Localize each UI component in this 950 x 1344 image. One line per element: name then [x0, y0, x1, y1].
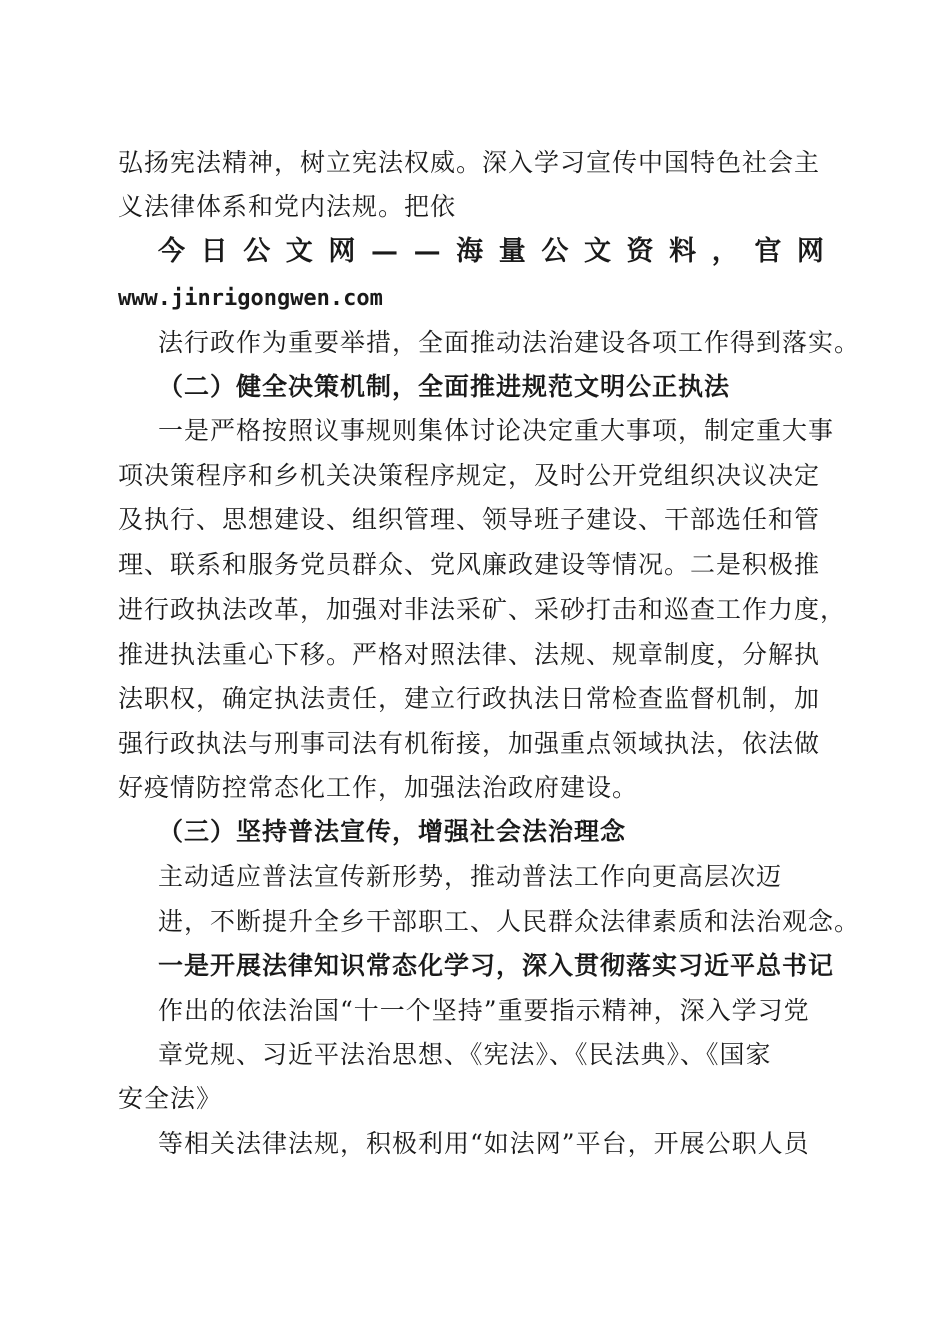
banner-char: 公: [541, 236, 569, 267]
banner-char: 量: [498, 236, 526, 267]
text-line: 安全法》: [118, 1084, 223, 1113]
text-line: 项决策程序和乡机关决策程序规定，及时公开党组织决议决定: [118, 461, 821, 490]
text-line: 法行政作为重要举措，全面推动法治建设各项工作得到落实。: [158, 328, 861, 357]
section-heading: （二）健全决策机制，全面推进规范文明公正执法: [158, 372, 731, 401]
banner-char: 网: [328, 236, 356, 267]
text-line: 章党规、习近平法治思想、《宪法》、《民法典》、《国家: [158, 1040, 772, 1069]
section-heading: （三）坚持普法宣传，增强社会法治理念: [158, 817, 627, 846]
text-line: 法职权，确定执法责任，建立行政执法日常检查监督机制，加: [118, 684, 821, 713]
banner-char: 网: [796, 236, 824, 267]
banner-char: 文: [285, 236, 313, 267]
banner-char: 海: [456, 236, 484, 267]
banner-char: 公: [243, 236, 271, 267]
text-line: 一是严格按照议事规则集体讨论决定重大事项，制定重大事: [158, 416, 835, 445]
text-line: 推进执法重心下移。严格对照法律、法规、规章制度，分解执: [118, 640, 821, 669]
banner-char: 官: [754, 236, 782, 267]
banner-char: 日: [200, 236, 228, 267]
banner-char: 今: [158, 236, 185, 267]
banner-char: —: [370, 236, 398, 267]
text-line: 主动适应普法宣传新形势，推动普法工作向更高层次迈: [158, 862, 783, 891]
text-line: 强行政执法与刑事司法有机衔接，加强重点领域执法，依法做: [118, 729, 821, 758]
text-line-bold: 一是开展法律知识常态化学习，深入贯彻落实习近平总书记: [158, 951, 835, 980]
text-line: 义法律体系和党内法规。把依: [118, 192, 457, 221]
banner-char: 资: [626, 236, 654, 267]
banner-char: —: [413, 236, 441, 267]
text-line: 弘扬宪法精神，树立宪法权威。深入学习宣传中国特色社会主: [118, 148, 821, 177]
text-line: 进行政执法改革，加强对非法采矿、采砂打击和巡查工作力度，: [118, 595, 847, 624]
banner-char: 料: [669, 236, 697, 267]
text-line: 作出的依法治国“十一个坚持”重要指示精神，深入学习党: [158, 996, 810, 1025]
text-line: 及执行、思想建设、组织管理、领导班子建设、干部选任和管: [118, 505, 821, 534]
text-line: 等相关法律法规，积极利用“如法网”平台，开展公职人员: [158, 1129, 810, 1158]
text-line: 好疫情防控常态化工作，加强法治政府建设。: [118, 773, 639, 802]
banner-char: ，: [711, 236, 739, 267]
watermark-banner-url: www.jinrigongwen.com: [118, 286, 383, 311]
text-line: 理、联系和服务党员群众、党风廉政建设等情况。二是积极推: [118, 550, 821, 579]
text-line: 进，不断提升全乡干部职工、人民群众法律素质和法治观念。: [158, 907, 861, 936]
banner-char: 文: [583, 236, 611, 267]
watermark-banner-title: [158, 234, 824, 270]
